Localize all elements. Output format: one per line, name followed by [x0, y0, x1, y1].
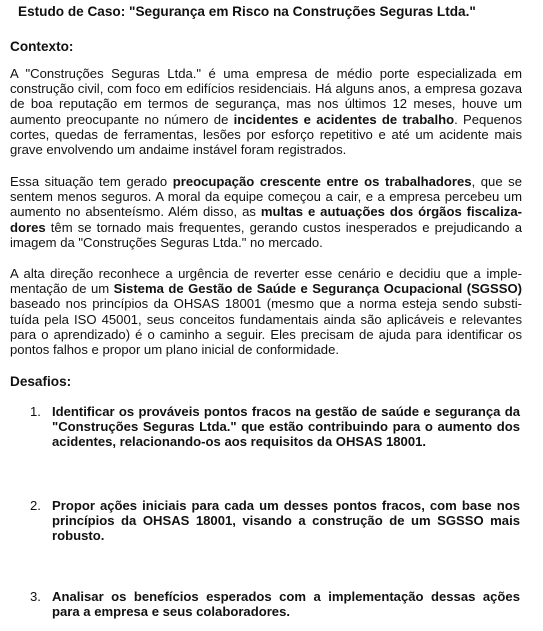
case-study-title: Estudo de Caso: "Segurança em Risco na Construções Seguras Ltda.": [18, 4, 476, 19]
desafio-item-text: Propor ações iniciais para cada um desses pontos fracos, com base nos princípios da OHSAS 18001, visando a construção de um SGSSO mais robusto.: [52, 498, 520, 544]
p2-text-bold-2: multas e autuações dos órgãos fiscalizadores: [10, 204, 522, 235]
contexto-paragraph-1: [10, 66, 522, 157]
contexto-paragraph-2: [10, 174, 522, 250]
p1-text-c: . Pequenos cortes, quedas de ferramentas, lesões por esforço repetitivo e até um acidente mais grave envolvendo um andaime instável foram registrados.: [10, 111, 522, 158]
desafio-item-text: Analisar os benefícios esperados com a implementação dessas ações para a empresa e seus colaboradores.: [52, 589, 520, 620]
contexto-heading: Contexto:: [10, 39, 74, 54]
list-number: 1.: [30, 404, 41, 419]
p1-text-a: A "Construções Seguras Ltda." é uma empresa de médio porte especializada em construção civil, com foco em edifícios residenciais. Há alguns anos, a empresa gozava de boa reputação em termos de segurança, mas nos últimos 12 meses, houve um aumento preocupante no número de: [10, 66, 522, 127]
desafio-item-3: [30, 589, 520, 619]
desafio-item-2: [30, 498, 520, 544]
list-number: 2.: [30, 498, 41, 513]
p2-text-c: , que se sentem menos seguros. A moral da equipe começou a cair, e a empresa percebeu um aumento no absenteísmo. Além disso, as: [10, 174, 523, 220]
p3-text-c: baseado nos princípios da OHSAS 18001 (mesmo que a norma esteja sendo substituída pela ISO 45001, seus conceitos fundamentais ainda são aplicáveis e relevantes para o aprendizado) é o caminho a seguir. Eles precisam de ajuda para identificar os pontos falhos e propor um plano inicial de conformidade.: [10, 296, 522, 358]
contexto-paragraph-3: [10, 266, 522, 357]
p2-text-bold-1: preocupação crescente entre os trabalhadores: [172, 174, 472, 189]
desafios-heading: Desafios:: [10, 374, 72, 389]
p1-text-bold: incidentes e acidentes de trabalho: [233, 111, 455, 127]
p3-text-bold: Sistema de Gestão de Saúde e Segurança Ocupacional (SGSSO): [113, 281, 522, 297]
p2-text-a: Essa situação tem gerado: [10, 174, 173, 189]
p3-text-a: A alta direção reconhece a urgência de reverter esse cenário e decidiu que a implementação de um: [10, 266, 522, 297]
desafio-item-1: [30, 404, 520, 450]
list-number: 3.: [30, 589, 41, 604]
desafio-item-text: Identificar os prováveis pontos fracos na gestão de saúde e segurança da "Construções Seguras Ltda." que estão contribuindo para o aumento dos acidentes, relacionando-os aos requisitos da OHSAS 18001.: [52, 404, 520, 450]
p2-text-e: têm se tornado mais frequentes, gerando custos inesperados e prejudicando a imagem da "Construções Seguras Ltda." no mercado.: [10, 219, 522, 250]
